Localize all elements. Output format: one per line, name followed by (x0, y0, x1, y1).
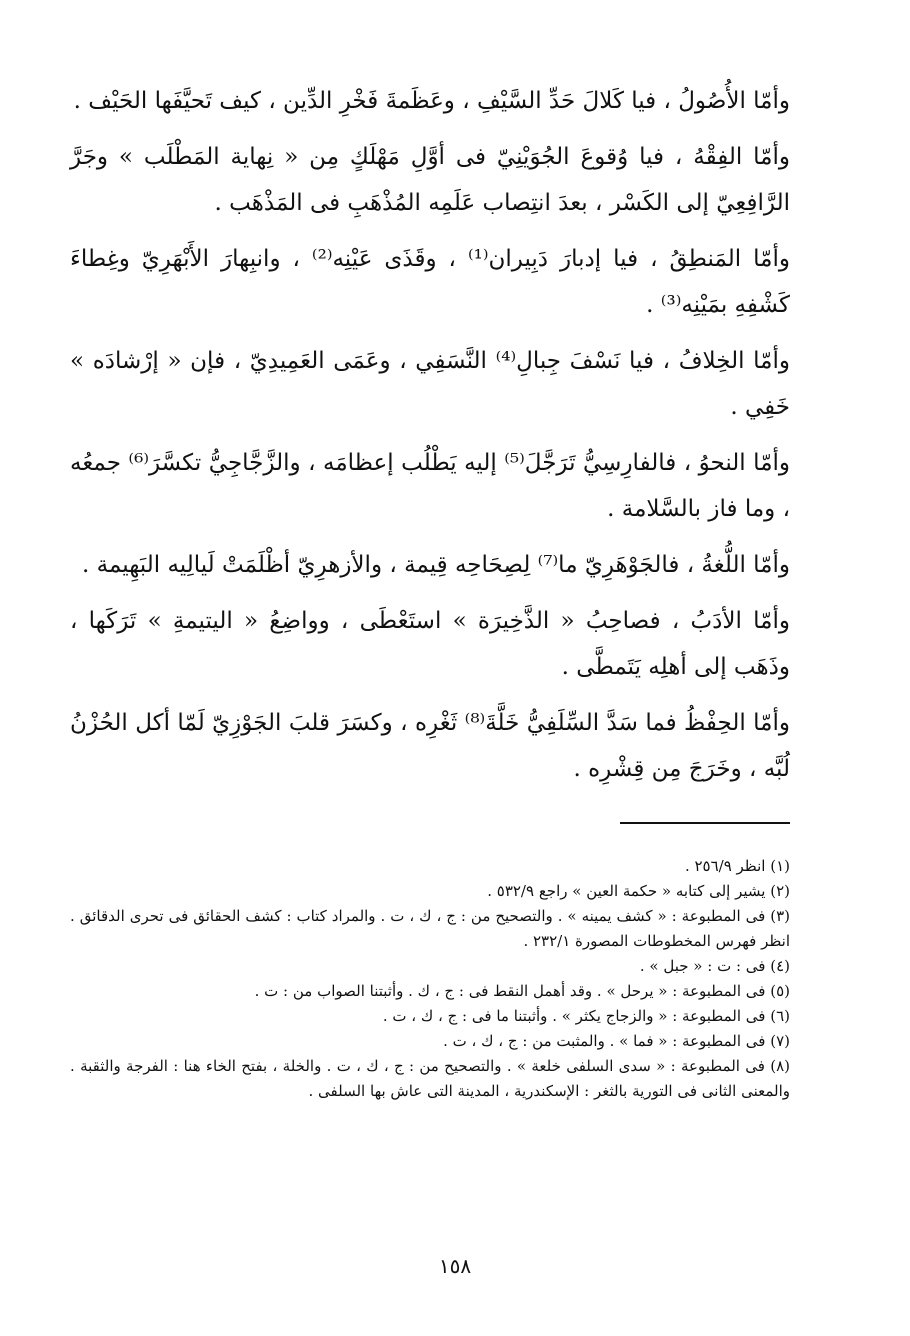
paragraph-lugha: وأمّا اللُّغةُ ، فالجَوْهَرِيّ ما⁽⁷⁾ لِصِحَاحِه قِيمة ، والأزهرِيّ أظْلَمَتْ لَيالِيه البَهِيمة . (82, 552, 790, 578)
page-number: ١٥٨ (438, 1254, 472, 1278)
paragraph-khilaf: وأمّا الخِلافُ ، فيا نَسْفَ جِبالِ⁽⁴⁾ النَّسَفِي ، وعَمَى العَمِيدِيّ ، فإن « إرْشادَه » خَفِي . (70, 348, 791, 420)
footnote-3: (٣) فى المطبوعة : « كشف يمينه » . والتصحيح من : ج ، ك ، ت . والمراد كتاب : كشف الحقائق فى تحرى الدقائق . انظر فهرس المخطوطات المصورة ٢٣٢/١ . (70, 907, 790, 950)
page-body (70, 78, 790, 1104)
footnote-separator (620, 822, 790, 824)
paragraph-hifz: وأمّا الحِفْظُ فما سَدَّ السِّلَفِيُّ خَلَّةَ⁽⁸⁾ ثَغْرِه ، وكسَرَ قلبَ الجَوْزِيّ لَمّا أكل الحُزْنُ لُبَّه ، وخَرَجَ مِن قِشْرِه . (70, 710, 791, 782)
footnote-8: (٨) فى المطبوعة : « سدى السلفى خلعة » . والتصحيح من : ج ، ك ، ت . والخلة ، بفتح الخاء هنا : الفرجة والثقبة . والمعنى الثانى فى التورية بالثغر : الإسكندرية ، المدينة التى عاش بها السلفى . (70, 1057, 790, 1100)
footnote-1: (١) انظر ٢٥٦/٩ . (684, 857, 790, 875)
paragraph-mantiq: وأمّا المَنطِقُ ، فيا إدبارَ دَبِيران⁽¹⁾ ، وقَذَى عَيْنِه⁽²⁾ ، وانبِهارَ الأَبْهَرِيّ وغِطاءَ كَشْفِهِ بمَيْنِه⁽³⁾ . (70, 246, 790, 318)
paragraph-nahw: وأمّا النحوُ ، فالفارِسِيُّ تَرَجَّلَ⁽⁵⁾ إليه يَطْلُب إعظامَه ، والزَّجَّاجِيُّ تكسَّرَ⁽⁶⁾ جمعُه ، وما فاز بالسَّلامة . (70, 450, 791, 522)
footnote-4: (٤) فى : ت : « جبل » . (639, 957, 790, 975)
footnote-2: (٢) يشير إلى كتابه « حكمة العين » راجع ٥٣٢/٩ . (487, 882, 790, 900)
footnotes (70, 854, 790, 1104)
paragraph-usul: وأمّا الأُصُولُ ، فيا كَلالَ حَدِّ السَّيْفِ ، وعَظَمةَ فَخْرِ الدِّين ، كيف تَحيَّفَها الحَيْف . (73, 88, 790, 114)
footnote-5: (٥) فى المطبوعة : « يرحل » . وقد أهمل النقط فى : ج ، ك . وأثبتنا الصواب من : ت . (254, 982, 790, 1000)
paragraph-adab: وأمّا الأدَبُ ، فصاحِبُ « الذَّخِيرَة » استَعْطَى ، وواضِعُ « اليتيمةِ » تَرَكَها ، وذَهَب إلى أهلِه يَتَمطَّى . (70, 608, 790, 680)
footnote-7: (٧) فى المطبوعة : « فما » . والمثبت من : ج ، ك ، ت . (443, 1032, 790, 1050)
paragraph-fiqh: وأمّا الفِقْهُ ، فيا وُقوعَ الجُوَيْنِيّ فى أوَّلِ مَهْلَكٍ مِن « نِهاية المَطْلَب » وجَرَّ الرَّافِعِيّ إلى الكَسْر ، بعدَ انتِصاب عَلَمِه المُذْهَبِ فى المَذْهَب . (70, 144, 790, 216)
main-text (70, 78, 790, 792)
footnote-6: (٦) فى المطبوعة : « والزجاج يكثر » . وأثبتنا ما فى : ج ، ك ، ت . (382, 1007, 790, 1025)
